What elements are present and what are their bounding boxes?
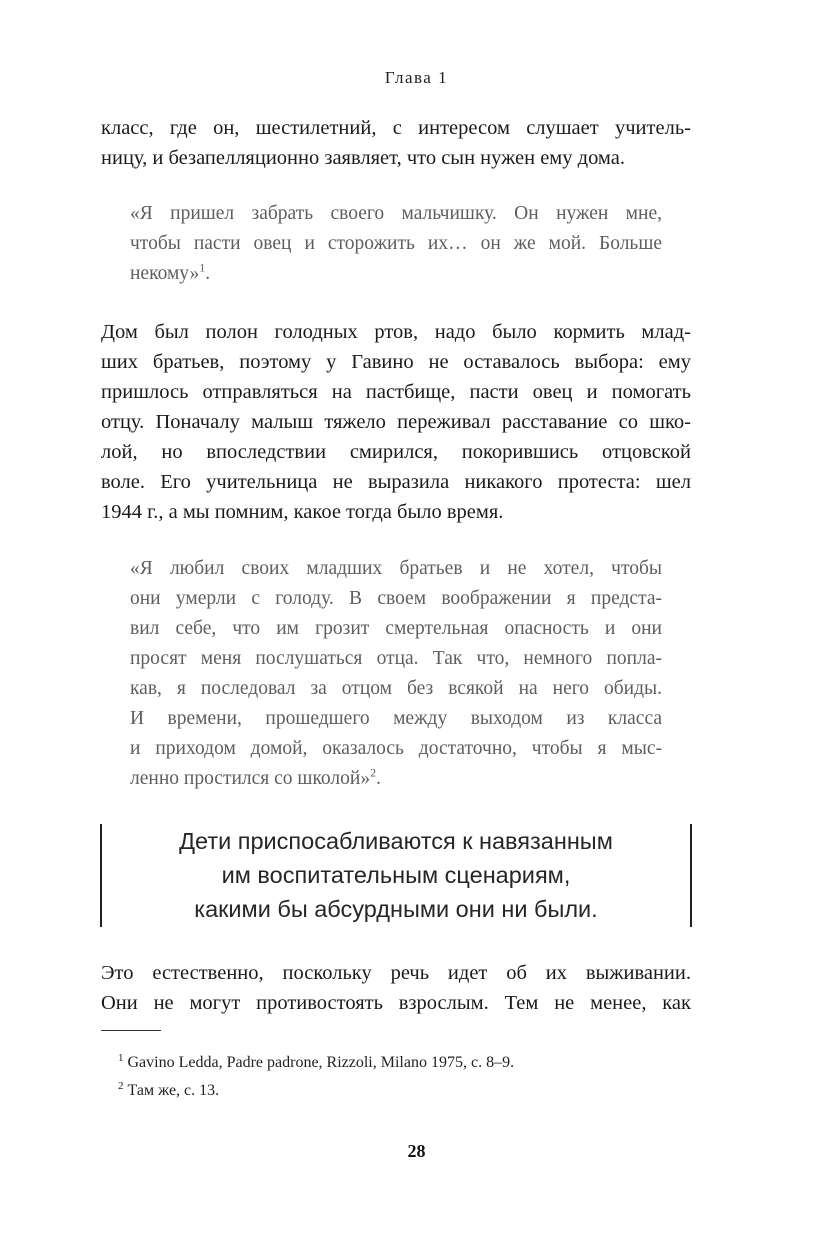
quote-line: чтобы пасти овец и сторожить их… он же мой. Больше <box>130 233 662 254</box>
quote-line: кав, я последовал за отцом без всякой на него обиды. <box>130 678 662 699</box>
footnote-divider <box>101 1030 161 1031</box>
footnote-text: Там же, с. 13. <box>127 1082 220 1099</box>
paragraph-2 <box>101 317 691 527</box>
paragraph-1 <box>101 113 691 173</box>
quote-punct: . <box>376 768 381 789</box>
footnote-2 <box>118 1081 219 1101</box>
paragraph-line: класс, где он, шестилетний, с интересом слушает учитель- <box>101 117 691 139</box>
running-header: Глава 1 <box>384 68 449 87</box>
quote-line: И времени, прошедшего между выходом из класса <box>130 708 662 729</box>
pull-quote-line: им воспитательным сценариям, <box>221 862 571 888</box>
paragraph-line: Дом был полон голодных ртов, надо было кормить млад- <box>101 321 691 343</box>
block-quote-1 <box>130 199 662 289</box>
quote-line: они умерли с голоду. В своем воображении я предста- <box>130 588 662 609</box>
quote-text: некому» <box>130 263 200 284</box>
pull-quote-line: какими бы абсурдными они ни были. <box>194 896 598 922</box>
paragraph-line: пришлось отправляться на пастбище, пасти овец и помогать <box>101 381 691 403</box>
quote-line: просят меня послушаться отца. Так что, немного попла- <box>130 648 662 669</box>
quote-line: «Я пришел забрать своего мальчишку. Он нужен мне, <box>130 203 662 224</box>
quote-line: и приходом домой, оказалось достаточно, чтобы я мыс- <box>130 738 662 759</box>
quote-line: «Я любил своих младших братьев и не хотел, чтобы <box>130 558 662 579</box>
quote-line-last <box>130 764 662 794</box>
footnote-text: Gavino Ledda, Padre padrone, Rizzoli, Milano 1975, c. 8–9. <box>127 1054 515 1071</box>
quote-text: ленно простился со школой» <box>130 768 371 789</box>
footnote-1 <box>118 1053 514 1073</box>
footnote-number: 1 <box>118 1051 124 1064</box>
paragraph-3 <box>101 958 691 1018</box>
paragraph-line: 1944 г., а мы помним, какое тогда было время. <box>101 501 504 523</box>
block-quote-2 <box>130 554 662 794</box>
paragraph-line: ших братьев, поэтому у Гавино не оставалось выбора: ему <box>101 351 691 373</box>
paragraph-line: Это естественно, поскольку речь идет об их выживании. <box>101 962 691 984</box>
paragraph-line: воле. Его учительница не выразила никакого протеста: шел <box>101 471 691 493</box>
page-number: 28 <box>407 1141 426 1161</box>
paragraph-line: отцу. Поначалу малыш тяжело переживал расставание со шко- <box>101 411 691 433</box>
paragraph-line: лой, но впоследствии смирился, покорившись отцовской <box>101 441 691 463</box>
quote-line-last <box>130 259 662 289</box>
paragraph-line: Они не могут противостоять взрослым. Тем не менее, как <box>101 992 691 1014</box>
pull-quote-line: Дети приспосабливаются к навязанным <box>179 828 613 854</box>
quote-line: вил себе, что им грозит смертельная опасность и они <box>130 618 662 639</box>
paragraph-line: ницу, и безапелляционно заявляет, что сын нужен ему дома. <box>101 147 625 169</box>
footnote-number: 2 <box>118 1079 124 1092</box>
footnote-ref-2[interactable]: 2 <box>370 765 377 780</box>
pull-quote <box>100 824 692 927</box>
footnote-ref-1[interactable]: 1 <box>199 260 206 275</box>
quote-punct: . <box>205 263 211 284</box>
